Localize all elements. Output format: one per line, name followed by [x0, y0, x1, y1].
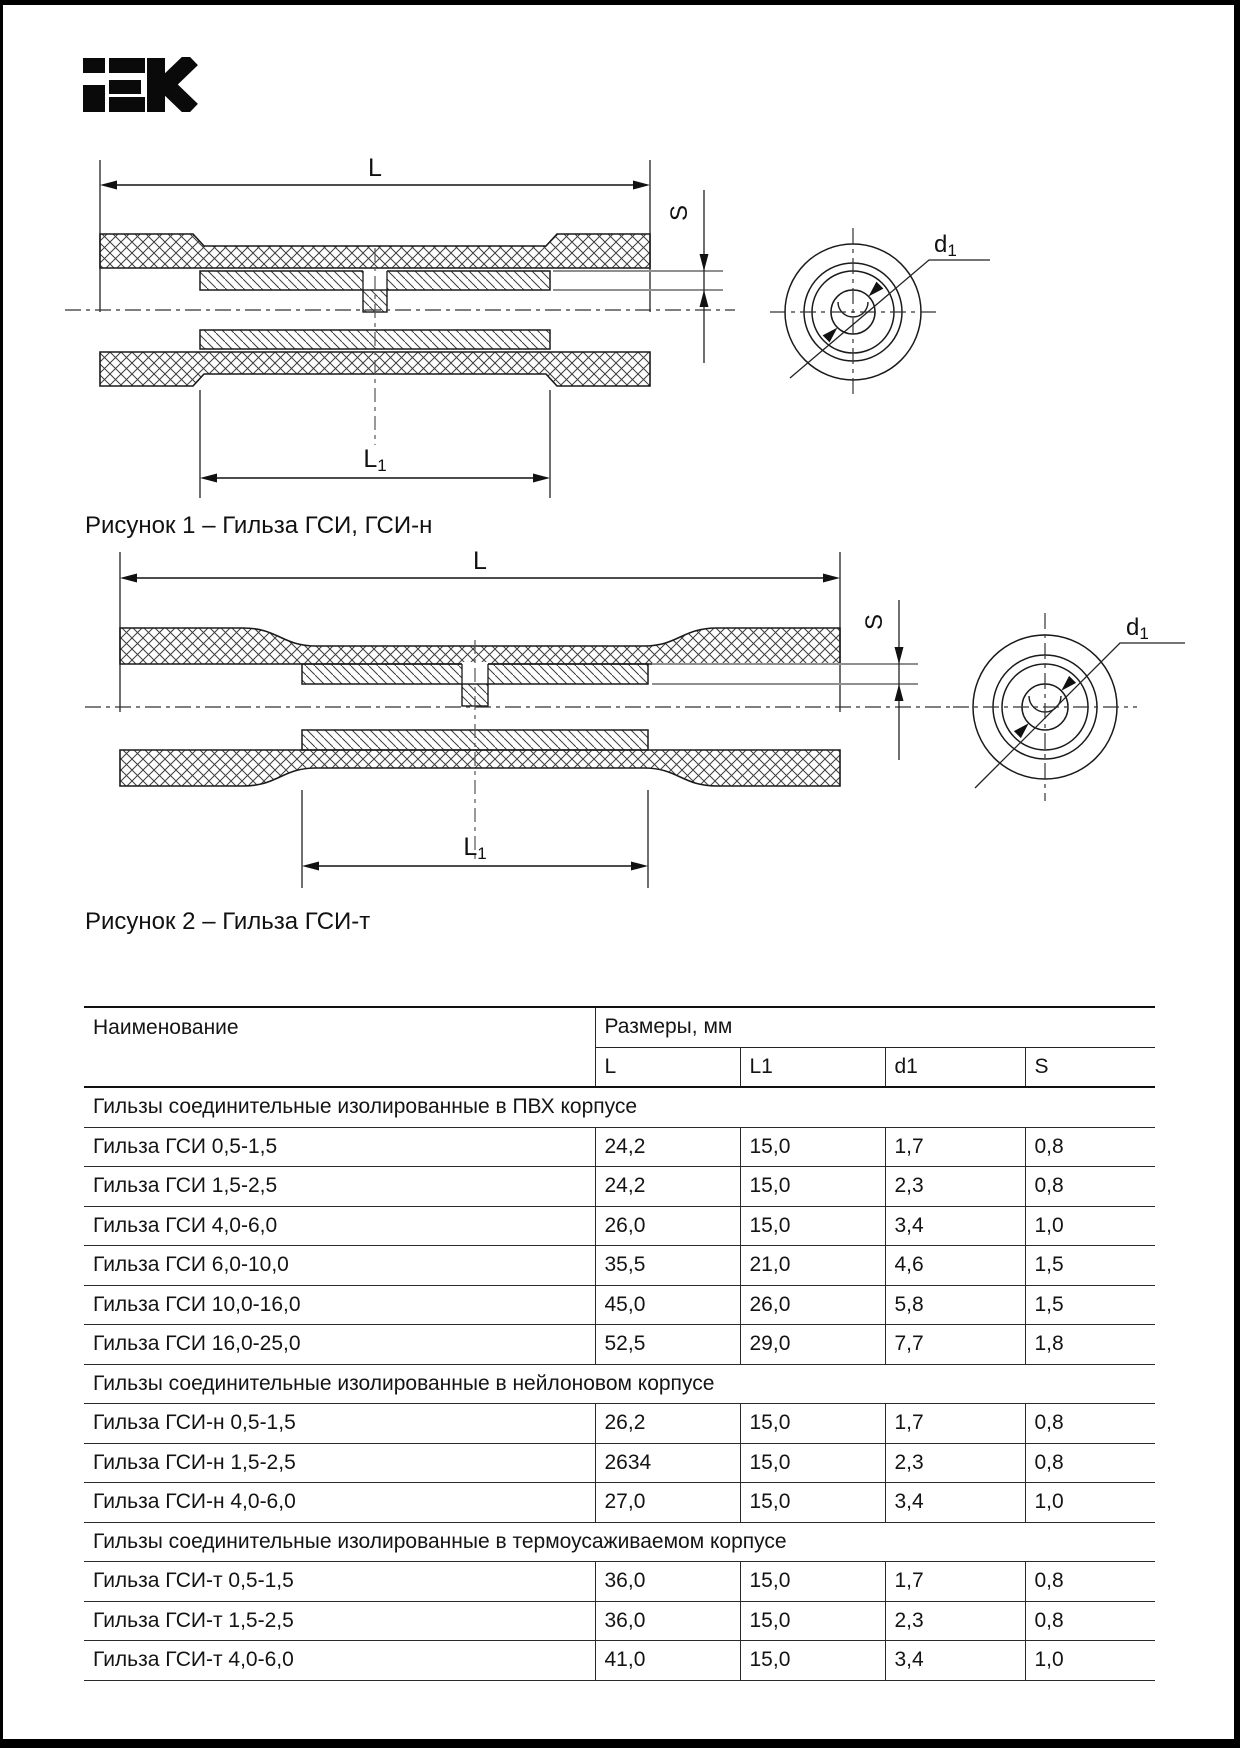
- row-name-cell: Гильза ГСИ-т 0,5-1,5: [84, 1562, 595, 1602]
- row-name-cell: Гильза ГСИ 1,5-2,5: [84, 1167, 595, 1207]
- fig1-L-arrow-left: [100, 181, 117, 190]
- fig1-L-arrow-right: [633, 181, 650, 190]
- row-value-cell: 15,0: [740, 1562, 885, 1602]
- fig1-L1-arrow-left: [200, 474, 217, 483]
- row-value-cell: 1,7: [885, 1562, 1025, 1602]
- row-name-cell: Гильза ГСИ-н 1,5-2,5: [84, 1443, 595, 1483]
- row-name-cell: Гильза ГСИ 16,0-25,0: [84, 1325, 595, 1365]
- table-section-row: [84, 1364, 1155, 1404]
- row-value-cell: 3,4: [885, 1206, 1025, 1246]
- table-header-row-1: [84, 1007, 1155, 1047]
- row-value-cell: 15,0: [740, 1404, 885, 1444]
- dimensions-table: [84, 1006, 1155, 1681]
- fig1-d1-arrow-upper: [869, 282, 884, 297]
- fig2-L1-arrow-right: [631, 862, 648, 871]
- row-value-cell: 1,0: [1025, 1483, 1155, 1523]
- table-row: [84, 1246, 1155, 1286]
- row-value-cell: 2,3: [885, 1601, 1025, 1641]
- fig2-S-arrow-down: [895, 647, 904, 664]
- iek-logo-glyphs: [83, 58, 192, 112]
- table-section-title: Гильзы соединительные изолированные в ПВХ корпусе: [84, 1087, 1155, 1127]
- row-value-cell: 36,0: [595, 1562, 740, 1602]
- row-value-cell: 26,2: [595, 1404, 740, 1444]
- row-name-cell: Гильза ГСИ-н 4,0-6,0: [84, 1483, 595, 1523]
- row-value-cell: 26,0: [595, 1206, 740, 1246]
- fig2-L-arrow-right: [823, 574, 840, 583]
- table-row: [84, 1285, 1155, 1325]
- row-value-cell: 1,0: [1025, 1206, 1155, 1246]
- row-name-cell: Гильза ГСИ-т 1,5-2,5: [84, 1601, 595, 1641]
- fig2-d1-leader: [975, 643, 1185, 788]
- row-value-cell: 2,3: [885, 1167, 1025, 1207]
- row-name-cell: Гильза ГСИ 4,0-6,0: [84, 1206, 595, 1246]
- row-value-cell: 36,0: [595, 1601, 740, 1641]
- row-name-cell: Гильза ГСИ-т 4,0-6,0: [84, 1641, 595, 1681]
- row-value-cell: 29,0: [740, 1325, 885, 1365]
- row-value-cell: 15,0: [740, 1443, 885, 1483]
- fig2-S-reference-lines: [652, 664, 918, 684]
- row-value-cell: 0,8: [1025, 1127, 1155, 1167]
- row-value-cell: 0,8: [1025, 1167, 1155, 1207]
- fig1-L-label: L: [368, 154, 382, 182]
- row-value-cell: 1,7: [885, 1127, 1025, 1167]
- iek-logo: [80, 57, 200, 112]
- table-row: [84, 1325, 1155, 1365]
- fig2-L1-arrow-left: [302, 862, 319, 871]
- fig2-insulation-top: [120, 628, 840, 664]
- row-value-cell: 1,8: [1025, 1325, 1155, 1365]
- fig1-d1-label: d1: [934, 231, 957, 260]
- row-value-cell: 0,8: [1025, 1404, 1155, 1444]
- fig1-L1-arrow-right: [533, 474, 550, 483]
- table-row: [84, 1206, 1155, 1246]
- table-section-row: [84, 1522, 1155, 1562]
- header-dim-S: S: [1025, 1047, 1155, 1087]
- header-sizes: Размеры, мм: [595, 1007, 1155, 1047]
- row-value-cell: 45,0: [595, 1285, 740, 1325]
- row-value-cell: 4,6: [885, 1246, 1025, 1286]
- row-value-cell: 24,2: [595, 1167, 740, 1207]
- row-value-cell: 27,0: [595, 1483, 740, 1523]
- row-value-cell: 15,0: [740, 1167, 885, 1207]
- figure2-caption: Рисунок 2 – Гильза ГСИ-т: [85, 908, 371, 935]
- table-row: [84, 1127, 1155, 1167]
- fig2-S-arrow-up: [895, 684, 904, 701]
- row-value-cell: 52,5: [595, 1325, 740, 1365]
- fig2-d1-label: d1: [1126, 614, 1149, 643]
- fig1-S-label: S: [666, 204, 693, 222]
- figure1-drawing: [65, 154, 990, 498]
- row-value-cell: 3,4: [885, 1641, 1025, 1681]
- header-dim-L1: L1: [740, 1047, 885, 1087]
- fig1-S-arrow-up: [700, 290, 709, 307]
- fig2-S-label: S: [861, 613, 888, 631]
- row-value-cell: 41,0: [595, 1641, 740, 1681]
- row-value-cell: 1,5: [1025, 1246, 1155, 1286]
- row-value-cell: 35,5: [595, 1246, 740, 1286]
- row-value-cell: 0,8: [1025, 1601, 1155, 1641]
- row-value-cell: 24,2: [595, 1127, 740, 1167]
- row-name-cell: Гильза ГСИ 0,5-1,5: [84, 1127, 595, 1167]
- fig2-L-arrow-left: [120, 574, 137, 583]
- table-row: [84, 1167, 1155, 1207]
- row-value-cell: 15,0: [740, 1206, 885, 1246]
- fig1-S-arrow-down: [700, 254, 709, 271]
- table-row: [84, 1562, 1155, 1602]
- row-value-cell: 7,7: [885, 1325, 1025, 1365]
- table-section-row: [84, 1087, 1155, 1127]
- fig1-S-reference-lines: [553, 271, 723, 290]
- row-value-cell: 15,0: [740, 1127, 885, 1167]
- table-row: [84, 1404, 1155, 1444]
- fig2-L1-label: L1: [463, 833, 487, 863]
- row-value-cell: 1,5: [1025, 1285, 1155, 1325]
- row-value-cell: 3,4: [885, 1483, 1025, 1523]
- row-value-cell: 2,3: [885, 1443, 1025, 1483]
- table-section-title: Гильзы соединительные изолированные в термоусаживаемом корпусе: [84, 1522, 1155, 1562]
- row-name-cell: Гильза ГСИ 10,0-16,0: [84, 1285, 595, 1325]
- row-value-cell: 21,0: [740, 1246, 885, 1286]
- row-name-cell: Гильза ГСИ-н 0,5-1,5: [84, 1404, 595, 1444]
- row-value-cell: 26,0: [740, 1285, 885, 1325]
- row-value-cell: 1,0: [1025, 1641, 1155, 1681]
- row-name-cell: Гильза ГСИ 6,0-10,0: [84, 1246, 595, 1286]
- fig1-L1-label: L1: [363, 445, 387, 475]
- header-name: Наименование: [84, 1007, 595, 1087]
- header-dim-d1: d1: [885, 1047, 1025, 1087]
- row-value-cell: 15,0: [740, 1601, 885, 1641]
- table-row: [84, 1483, 1155, 1523]
- row-value-cell: 0,8: [1025, 1562, 1155, 1602]
- table-row: [84, 1641, 1155, 1681]
- row-value-cell: 15,0: [740, 1483, 885, 1523]
- fig1-d1-leader: [790, 260, 990, 378]
- figure1-caption: Рисунок 1 – Гильза ГСИ, ГСИ-н: [85, 512, 433, 539]
- row-value-cell: 0,8: [1025, 1443, 1155, 1483]
- figure2-drawing: [85, 547, 1185, 888]
- fig2-insulation-bottom: [120, 750, 840, 786]
- table-section-title: Гильзы соединительные изолированные в нейлоновом корпусе: [84, 1364, 1155, 1404]
- table-row: [84, 1443, 1155, 1483]
- table-row: [84, 1601, 1155, 1641]
- row-value-cell: 15,0: [740, 1641, 885, 1681]
- row-value-cell: 2634: [595, 1443, 740, 1483]
- row-value-cell: 1,7: [885, 1404, 1025, 1444]
- header-dim-L: L: [595, 1047, 740, 1087]
- fig2-L-label: L: [473, 547, 487, 575]
- row-value-cell: 5,8: [885, 1285, 1025, 1325]
